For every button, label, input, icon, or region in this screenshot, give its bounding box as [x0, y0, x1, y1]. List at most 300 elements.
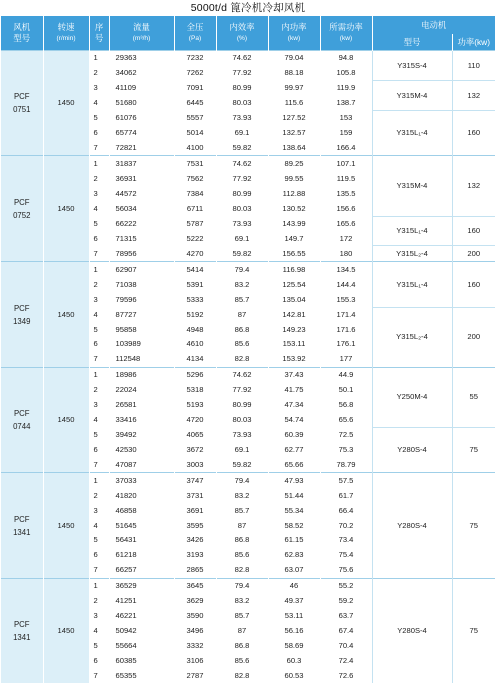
flow-cell: 78956	[109, 246, 174, 262]
header-speed-unit: (r/min)	[56, 35, 76, 42]
flow-cell: 50942	[109, 624, 174, 639]
required-power-cell: 72.4	[320, 653, 372, 668]
index-cell: 6	[89, 337, 109, 352]
efficiency-cell: 82.8	[216, 668, 268, 683]
pressure-cell: 4065	[174, 428, 216, 443]
fan-model-cell	[1, 262, 43, 367]
required-power-cell: 172	[320, 231, 372, 246]
index-cell: 3	[89, 503, 109, 518]
flow-cell: 55664	[109, 638, 174, 653]
required-power-cell: 55.2	[320, 578, 372, 593]
index-cell: 6	[89, 231, 109, 246]
efficiency-cell: 80.03	[216, 413, 268, 428]
flow-cell: 72821	[109, 141, 174, 156]
index-cell: 7	[89, 246, 109, 262]
required-power-cell: 138.7	[320, 96, 372, 111]
efficiency-cell: 80.03	[216, 201, 268, 216]
required-power-cell: 135.5	[320, 186, 372, 201]
internal-power-cell: 149.23	[268, 322, 320, 337]
header-required-power-unit: (kw)	[339, 35, 353, 42]
efficiency-cell: 77.92	[216, 171, 268, 186]
fan-model-line: PCF	[13, 619, 30, 629]
index-cell: 1	[89, 51, 109, 66]
internal-power-cell: 153.92	[268, 352, 320, 367]
required-power-cell: 166.4	[320, 141, 372, 156]
internal-power-cell: 60.39	[268, 428, 320, 443]
efficiency-cell: 83.2	[216, 594, 268, 609]
internal-power-cell: 60.53	[268, 668, 320, 683]
efficiency-cell: 83.2	[216, 277, 268, 292]
flow-cell: 56431	[109, 533, 174, 548]
fan-model-line: 1341	[13, 527, 31, 537]
fan-spec-table	[1, 16, 495, 683]
required-power-cell: 75.6	[320, 563, 372, 578]
required-power-cell: 107.1	[320, 156, 372, 171]
flow-cell: 18986	[109, 367, 174, 382]
pressure-cell: 5333	[174, 292, 216, 307]
motor-model-cell: Y250M-4	[372, 367, 452, 427]
flow-cell: 103989	[109, 337, 174, 352]
internal-power-cell: 138.64	[268, 141, 320, 156]
speed-cell: 1450	[43, 51, 89, 156]
required-power-cell: 171.6	[320, 322, 372, 337]
motor-power-cell: 132	[452, 81, 495, 111]
flow-cell: 79596	[109, 292, 174, 307]
efficiency-cell: 74.62	[216, 367, 268, 382]
internal-power-cell: 116.98	[268, 262, 320, 277]
pressure-cell: 4134	[174, 352, 216, 367]
index-cell: 4	[89, 96, 109, 111]
fan-model-line: PCF	[13, 514, 30, 524]
efficiency-cell: 82.8	[216, 563, 268, 578]
speed-cell: 1450	[43, 156, 89, 262]
header-fan-model	[1, 16, 43, 51]
fan-model-cell	[1, 51, 43, 156]
index-cell: 1	[89, 367, 109, 382]
flow-cell: 95858	[109, 322, 174, 337]
header-motor: 电动机	[372, 16, 495, 34]
flow-cell: 71315	[109, 231, 174, 246]
flow-cell: 36529	[109, 578, 174, 593]
flow-cell: 56034	[109, 201, 174, 216]
speed-cell: 1450	[43, 473, 89, 578]
table-row	[1, 262, 495, 277]
header-internal-power-unit: (kw)	[287, 35, 301, 42]
internal-power-cell: 99.97	[268, 81, 320, 96]
required-power-cell: 165.6	[320, 216, 372, 231]
fan-model-line: 0752	[13, 210, 31, 220]
required-power-cell: 67.4	[320, 624, 372, 639]
pressure-cell: 5222	[174, 231, 216, 246]
flow-cell: 71038	[109, 277, 174, 292]
motor-power-cell: 160	[452, 216, 495, 246]
index-cell: 6	[89, 548, 109, 563]
flow-cell: 66257	[109, 563, 174, 578]
motor-power-cell: 75	[452, 428, 495, 473]
index-cell: 6	[89, 442, 109, 457]
efficiency-cell: 85.7	[216, 609, 268, 624]
header-efficiency-unit: (%)	[236, 35, 248, 42]
flow-cell: 42530	[109, 442, 174, 457]
internal-power-cell: 156.55	[268, 246, 320, 262]
internal-power-cell: 56.16	[268, 624, 320, 639]
pressure-cell: 3747	[174, 473, 216, 488]
internal-power-cell: 47.34	[268, 398, 320, 413]
motor-model-cell: Y315M-4	[372, 81, 452, 111]
efficiency-cell: 80.99	[216, 398, 268, 413]
internal-power-cell: 127.52	[268, 111, 320, 126]
pressure-cell: 4100	[174, 141, 216, 156]
efficiency-cell: 69.1	[216, 231, 268, 246]
internal-power-cell: 149.7	[268, 231, 320, 246]
efficiency-cell: 74.62	[216, 51, 268, 66]
required-power-cell: 75.4	[320, 548, 372, 563]
flow-cell: 33416	[109, 413, 174, 428]
header-speed	[43, 16, 89, 51]
flow-cell: 31837	[109, 156, 174, 171]
speed-cell: 1450	[43, 367, 89, 472]
motor-model-cell: Y315L₁-4	[372, 216, 452, 246]
flow-cell: 46858	[109, 503, 174, 518]
flow-cell: 65355	[109, 668, 174, 683]
internal-power-cell: 63.07	[268, 563, 320, 578]
index-cell: 4	[89, 307, 109, 322]
index-cell: 3	[89, 609, 109, 624]
efficiency-cell: 82.8	[216, 352, 268, 367]
internal-power-cell: 54.74	[268, 413, 320, 428]
efficiency-cell: 86.8	[216, 322, 268, 337]
index-cell: 5	[89, 111, 109, 126]
header-flow-line1: 流量	[133, 22, 150, 32]
fan-model-line: 0744	[13, 422, 31, 432]
header-internal-power-line1: 内功率	[281, 22, 307, 32]
efficiency-cell: 59.82	[216, 141, 268, 156]
index-cell: 6	[89, 126, 109, 141]
index-cell: 1	[89, 262, 109, 277]
index-cell: 4	[89, 518, 109, 533]
pressure-cell: 5193	[174, 398, 216, 413]
index-cell: 3	[89, 292, 109, 307]
flow-cell: 34062	[109, 66, 174, 81]
flow-cell: 65774	[109, 126, 174, 141]
fan-model-cell	[1, 156, 43, 262]
efficiency-cell: 69.1	[216, 126, 268, 141]
index-cell: 7	[89, 457, 109, 472]
internal-power-cell: 115.6	[268, 96, 320, 111]
index-cell: 2	[89, 488, 109, 503]
motor-power-cell: 75	[452, 473, 495, 578]
pressure-cell: 2787	[174, 668, 216, 683]
pressure-cell: 5192	[174, 307, 216, 322]
index-cell: 7	[89, 352, 109, 367]
fan-model-line: 1341	[13, 632, 31, 642]
flow-cell: 51645	[109, 518, 174, 533]
index-cell: 6	[89, 653, 109, 668]
pressure-cell: 2865	[174, 563, 216, 578]
fan-model-line: PCF	[13, 409, 30, 419]
pressure-cell: 3003	[174, 457, 216, 472]
header-efficiency-line1: 内效率	[229, 22, 255, 32]
efficiency-cell: 80.99	[216, 81, 268, 96]
efficiency-cell: 73.93	[216, 111, 268, 126]
pressure-cell: 4948	[174, 322, 216, 337]
table-row	[1, 473, 495, 488]
required-power-cell: 155.3	[320, 292, 372, 307]
motor-power-cell: 75	[452, 578, 495, 683]
pressure-cell: 7562	[174, 171, 216, 186]
motor-model-cell: Y280S-4	[372, 578, 452, 683]
pressure-cell: 6711	[174, 201, 216, 216]
internal-power-cell: 41.75	[268, 383, 320, 398]
index-cell: 1	[89, 473, 109, 488]
efficiency-cell: 86.8	[216, 638, 268, 653]
header-flow-unit: (m³/h)	[132, 35, 151, 42]
fan-model-cell	[1, 578, 43, 683]
flow-cell: 61218	[109, 548, 174, 563]
fan-model-line: 0751	[13, 105, 31, 115]
required-power-cell: 73.4	[320, 533, 372, 548]
internal-power-cell: 62.77	[268, 442, 320, 457]
header-required-power-line1: 所需功率	[329, 22, 363, 32]
pressure-cell: 3629	[174, 594, 216, 609]
efficiency-cell: 87	[216, 307, 268, 322]
required-power-cell: 177	[320, 352, 372, 367]
index-cell: 7	[89, 668, 109, 683]
required-power-cell: 50.1	[320, 383, 372, 398]
motor-model-cell: Y315L₂-4	[372, 246, 452, 262]
pressure-cell: 7531	[174, 156, 216, 171]
required-power-cell: 94.8	[320, 51, 372, 66]
required-power-cell: 72.6	[320, 668, 372, 683]
index-cell: 5	[89, 216, 109, 231]
internal-power-cell: 46	[268, 578, 320, 593]
pressure-cell: 4610	[174, 337, 216, 352]
efficiency-cell: 85.6	[216, 653, 268, 668]
required-power-cell: 78.79	[320, 457, 372, 472]
required-power-cell: 153	[320, 111, 372, 126]
index-cell: 4	[89, 413, 109, 428]
motor-model-cell: Y315M-4	[372, 156, 452, 216]
fan-model-cell	[1, 473, 43, 578]
header-internal-power	[268, 16, 320, 51]
pressure-cell: 3590	[174, 609, 216, 624]
internal-power-cell: 58.69	[268, 638, 320, 653]
internal-power-cell: 143.99	[268, 216, 320, 231]
required-power-cell: 75.3	[320, 442, 372, 457]
header-index	[89, 16, 109, 51]
internal-power-cell: 58.52	[268, 518, 320, 533]
index-cell: 2	[89, 66, 109, 81]
motor-power-cell: 160	[452, 111, 495, 156]
efficiency-cell: 59.82	[216, 246, 268, 262]
required-power-cell: 59.2	[320, 594, 372, 609]
required-power-cell: 176.1	[320, 337, 372, 352]
flow-cell: 41820	[109, 488, 174, 503]
pressure-cell: 7384	[174, 186, 216, 201]
efficiency-cell: 85.7	[216, 292, 268, 307]
required-power-cell: 105.8	[320, 66, 372, 81]
internal-power-cell: 49.37	[268, 594, 320, 609]
header-pressure	[174, 16, 216, 51]
pressure-cell: 4720	[174, 413, 216, 428]
internal-power-cell: 53.11	[268, 609, 320, 624]
header-motor-power: 功率(kw)	[452, 34, 495, 51]
efficiency-cell: 86.8	[216, 533, 268, 548]
index-cell: 5	[89, 322, 109, 337]
required-power-cell: 159	[320, 126, 372, 141]
index-cell: 4	[89, 201, 109, 216]
index-cell: 3	[89, 81, 109, 96]
required-power-cell: 56.8	[320, 398, 372, 413]
flow-cell: 29363	[109, 51, 174, 66]
required-power-cell: 171.4	[320, 307, 372, 322]
header-required-power	[320, 16, 372, 51]
internal-power-cell: 132.57	[268, 126, 320, 141]
internal-power-cell: 61.15	[268, 533, 320, 548]
efficiency-cell: 77.92	[216, 383, 268, 398]
required-power-cell: 119.5	[320, 171, 372, 186]
required-power-cell: 119.9	[320, 81, 372, 96]
required-power-cell: 144.4	[320, 277, 372, 292]
internal-power-cell: 130.52	[268, 201, 320, 216]
required-power-cell: 44.9	[320, 367, 372, 382]
efficiency-cell: 87	[216, 518, 268, 533]
header-index-line1: 序	[94, 22, 104, 32]
flow-cell: 41109	[109, 81, 174, 96]
pressure-cell: 5414	[174, 262, 216, 277]
flow-cell: 36931	[109, 171, 174, 186]
required-power-cell: 134.5	[320, 262, 372, 277]
efficiency-cell: 77.92	[216, 66, 268, 81]
efficiency-cell: 73.93	[216, 428, 268, 443]
efficiency-cell: 85.7	[216, 503, 268, 518]
efficiency-cell: 79.4	[216, 262, 268, 277]
fan-model-line: PCF	[13, 92, 30, 102]
internal-power-cell: 135.04	[268, 292, 320, 307]
motor-power-cell: 132	[452, 156, 495, 216]
index-cell: 5	[89, 533, 109, 548]
flow-cell: 60385	[109, 653, 174, 668]
required-power-cell: 66.4	[320, 503, 372, 518]
efficiency-cell: 79.4	[216, 578, 268, 593]
pressure-cell: 3595	[174, 518, 216, 533]
efficiency-cell: 83.2	[216, 488, 268, 503]
index-cell: 1	[89, 578, 109, 593]
flow-cell: 41251	[109, 594, 174, 609]
internal-power-cell: 112.88	[268, 186, 320, 201]
efficiency-cell: 59.82	[216, 457, 268, 472]
flow-cell: 61076	[109, 111, 174, 126]
speed-cell: 1450	[43, 578, 89, 683]
internal-power-cell: 37.43	[268, 367, 320, 382]
efficiency-cell: 80.03	[216, 96, 268, 111]
index-cell: 4	[89, 624, 109, 639]
efficiency-cell: 79.4	[216, 473, 268, 488]
flow-cell: 66222	[109, 216, 174, 231]
fan-model-cell	[1, 367, 43, 472]
internal-power-cell: 79.04	[268, 51, 320, 66]
pressure-cell: 7091	[174, 81, 216, 96]
required-power-cell: 61.7	[320, 488, 372, 503]
pressure-cell: 6445	[174, 96, 216, 111]
efficiency-cell: 85.6	[216, 337, 268, 352]
internal-power-cell: 65.66	[268, 457, 320, 472]
motor-model-cell: Y315L₂-4	[372, 307, 452, 367]
pressure-cell: 5787	[174, 216, 216, 231]
index-cell: 1	[89, 156, 109, 171]
required-power-cell: 70.2	[320, 518, 372, 533]
flow-cell: 22024	[109, 383, 174, 398]
flow-cell: 39492	[109, 428, 174, 443]
pressure-cell: 7232	[174, 51, 216, 66]
pressure-cell: 3426	[174, 533, 216, 548]
efficiency-cell: 85.6	[216, 548, 268, 563]
table-body	[1, 51, 495, 684]
internal-power-cell: 47.93	[268, 473, 320, 488]
speed-cell: 1450	[43, 262, 89, 367]
pressure-cell: 3193	[174, 548, 216, 563]
header-efficiency	[216, 16, 268, 51]
flow-cell: 46221	[109, 609, 174, 624]
required-power-cell: 72.5	[320, 428, 372, 443]
required-power-cell: 57.5	[320, 473, 372, 488]
header-fan-model-line2: 型号	[13, 33, 31, 43]
motor-model-cell: Y315S-4	[372, 51, 452, 81]
required-power-cell: 65.6	[320, 413, 372, 428]
header-pressure-unit: (Pa)	[188, 35, 202, 42]
pressure-cell: 3496	[174, 624, 216, 639]
motor-power-cell: 200	[452, 307, 495, 367]
index-cell: 2	[89, 594, 109, 609]
motor-power-cell: 55	[452, 367, 495, 427]
internal-power-cell: 62.83	[268, 548, 320, 563]
required-power-cell: 156.6	[320, 201, 372, 216]
header-flow	[109, 16, 174, 51]
flow-cell: 26581	[109, 398, 174, 413]
pressure-cell: 7262	[174, 66, 216, 81]
pressure-cell: 4270	[174, 246, 216, 262]
flow-cell: 37033	[109, 473, 174, 488]
index-cell: 3	[89, 398, 109, 413]
fan-model-line: PCF	[13, 197, 30, 207]
flow-cell: 44572	[109, 186, 174, 201]
flow-cell: 51680	[109, 96, 174, 111]
motor-power-cell: 110	[452, 51, 495, 81]
pressure-cell: 5557	[174, 111, 216, 126]
required-power-cell: 180	[320, 246, 372, 262]
pressure-cell: 3106	[174, 653, 216, 668]
required-power-cell: 63.7	[320, 609, 372, 624]
index-cell: 7	[89, 141, 109, 156]
efficiency-cell: 69.1	[216, 442, 268, 457]
index-cell: 5	[89, 638, 109, 653]
index-cell: 5	[89, 428, 109, 443]
pressure-cell: 3332	[174, 638, 216, 653]
internal-power-cell: 125.54	[268, 277, 320, 292]
efficiency-cell: 73.93	[216, 216, 268, 231]
efficiency-cell: 74.62	[216, 156, 268, 171]
pressure-cell: 3645	[174, 578, 216, 593]
internal-power-cell: 55.34	[268, 503, 320, 518]
pressure-cell: 3691	[174, 503, 216, 518]
pressure-cell: 5318	[174, 383, 216, 398]
table-row	[1, 51, 495, 66]
index-cell: 2	[89, 171, 109, 186]
index-cell: 2	[89, 277, 109, 292]
page-title: 5000t/d 篦冷机冷却风机	[190, 2, 306, 14]
internal-power-cell: 153.11	[268, 337, 320, 352]
table-row	[1, 156, 495, 171]
